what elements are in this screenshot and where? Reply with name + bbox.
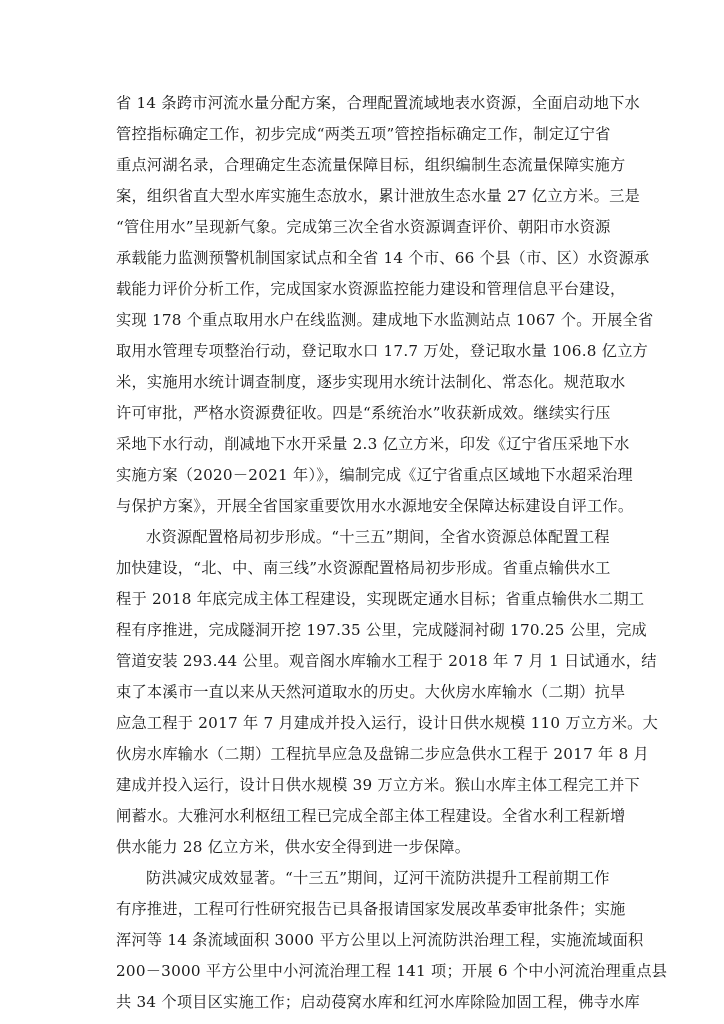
text-line: 米，实施用水统计调查制度，逐步实现用水统计法制化、常态化。规范取水 (116, 373, 626, 391)
text-line: 伙房水库输水（二期）工程抗旱应急及盘锦二步应急供水工程于 2017 年 8 月 (116, 745, 649, 763)
text-line: 束了本溪市一直以来从天然河道取水的历史。大伙房水库输水（二期）抗旱 (116, 683, 626, 701)
text-line: 应急工程于 2017 年 7 月建成并投入运行，设计日供水规模 110 万立方米。大 (116, 714, 659, 732)
text-line: 取用水管理专项整治行动，登记取水口 17.7 万处，登记取水量 106.8 亿立方 (116, 342, 649, 360)
text-line: 省 14 条跨市河流水量分配方案，合理配置流域地表水资源，全面启动地下水 (116, 94, 640, 112)
text-line: 程于 2018 年底完成主体工程建设，实现既定通水目标；省重点输供水二期工 (116, 590, 645, 608)
text-line: 承载能力监测预警机制国家试点和全省 14 个市、66 个县（市、区）水资源承 (116, 249, 650, 267)
text-line: 许可审批，严格水资源费征收。四是“系统治水”收获新成效。继续实行压 (116, 404, 611, 422)
paragraph-first-line: 防洪减灾成效显著。“十三五”期间，辽河干流防洪提升工程前期工作 (146, 869, 610, 887)
text-line: 管道安装 293.44 公里。观音阁水库输水工程于 2018 年 7 月 1 日试通水，结 (116, 652, 657, 670)
text-line: 200－3000 平方公里中小河流治理工程 141 项；开展 6 个中小河流治理重点县 (116, 962, 668, 980)
text-line: 实施方案（2020－2021 年）》，编制完成《辽宁省重点区域地下水超采治理 (116, 466, 633, 484)
text-line: 采地下水行动，削减地下水开采量 2.3 亿立方米，印发《辽宁省压采地下水 (116, 435, 630, 453)
text-line: 程有序推进，完成隧洞开挖 197.35 公里，完成隧洞衬砌 170.25 公里，完成 (116, 621, 647, 639)
text-line: 管控指标确定工作，初步完成“两类五项”管控指标确定工作，制定辽宁省 (116, 125, 611, 143)
text-line: 建成并投入运行，设计日供水规模 39 万立方米。猴山水库主体工程完工并下 (116, 776, 640, 794)
text-line: 加快建设，“北、中、南三线”水资源配置格局初步形成。省重点输供水工 (116, 559, 611, 577)
text-line: “管住用水”呈现新气象。完成第三次全省水资源调查评价、朝阳市水资源 (116, 218, 611, 236)
text-line: 浑河等 14 条流域面积 3000 平方公里以上河流防洪治理工程，实施流域面积 (116, 931, 644, 949)
text-line: 供水能力 28 亿立方米，供水安全得到进一步保障。 (116, 838, 471, 856)
text-line: 重点河湖名录，合理确定生态流量保障目标，组织编制生态流量保障实施方 (116, 156, 626, 174)
text-line: 实现 178 个重点取用水户在线监测。建成地下水监测站点 1067 个。开展全省 (116, 311, 654, 329)
text-line: 共 34 个项目区实施工作；启动葠窝水库和红河水库除险加固工程，佛寺水库 (116, 993, 640, 1011)
paragraph-first-line: 水资源配置格局初步形成。“十三五”期间，全省水资源总体配置工程 (146, 528, 610, 546)
text-line: 有序推进，工程可行性研究报告已具备报请国家发展改革委审批条件；实施 (116, 900, 626, 918)
text-line: 闸蓄水。大雅河水利枢纽工程已完成全部主体工程建设。全省水利工程新增 (116, 807, 626, 825)
text-line: 载能力评价分析工作，完成国家水资源监控能力建设和管理信息平台建设， (116, 280, 626, 298)
text-line: 与保护方案》，开展全省国家重要饮用水水源地安全保障达标建设自评工作。 (116, 497, 634, 515)
text-line: 案，组织省直大型水库实施生态放水，累计泄放生态水量 27 亿立方米。三是 (116, 187, 640, 205)
